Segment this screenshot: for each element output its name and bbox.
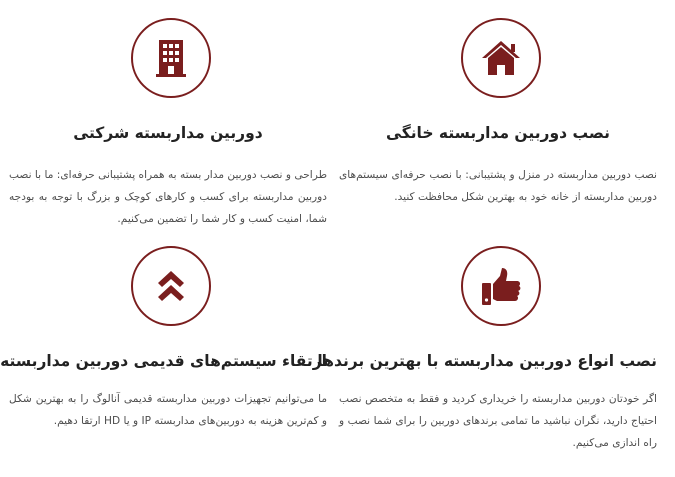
house-icon [479,38,523,78]
service-title: نصب انواع دوربین مداربسته با بهترین برندها [317,352,657,370]
service-description: اگر خودتان دوربین مداربسته را خریداری کردید و فقط به متخصص نصب احتیاج دارید، نگران نباشید ما تمامی برندهای دوربین را برای شما نصب و راه اندازی می‌کنیم. [339,393,657,449]
house-icon-circle [461,18,541,98]
thumbs-up-icon [480,265,522,307]
service-description: طراحی و نصب دوربین مدار بسته به همراه پشتیبانی حرفه‌ای: ما با نصب دوربین مداربسته برای کسب و کارهای کوچک و بزرگ با توجه به بودجه شما، امنیت کسب و کار شما را تضمین می‌کنیم. [9,169,327,225]
service-title: ارتقاء سیستم‌های قدیمی دوربین مداربسته [0,352,327,370]
service-title: نصب دوربین مداربسته خانگی [386,124,610,142]
thumbs-up-icon-circle [461,246,541,326]
building-icon [154,38,188,78]
service-description: نصب دوربین مداربسته در منزل و پشتیبانی: با نصب حرفه‌ای سیستم‌های دوربین مداربسته از خانه خود به بهترین شکل محافظت کنید. [339,169,657,203]
building-icon-circle [131,18,211,98]
double-chevron-up-icon-circle [131,246,211,326]
double-chevron-up-icon [156,269,186,303]
service-title: دوربین مداربسته شرکتی [73,124,263,142]
service-description: ما می‌توانیم تجهیزات دوربین مداربسته قدیمی آنالوگ را به بهترین شکل و کم‌ترین هزینه به دوربین‌های مداربسته IP و یا HD ارتقا دهیم. [9,393,327,427]
